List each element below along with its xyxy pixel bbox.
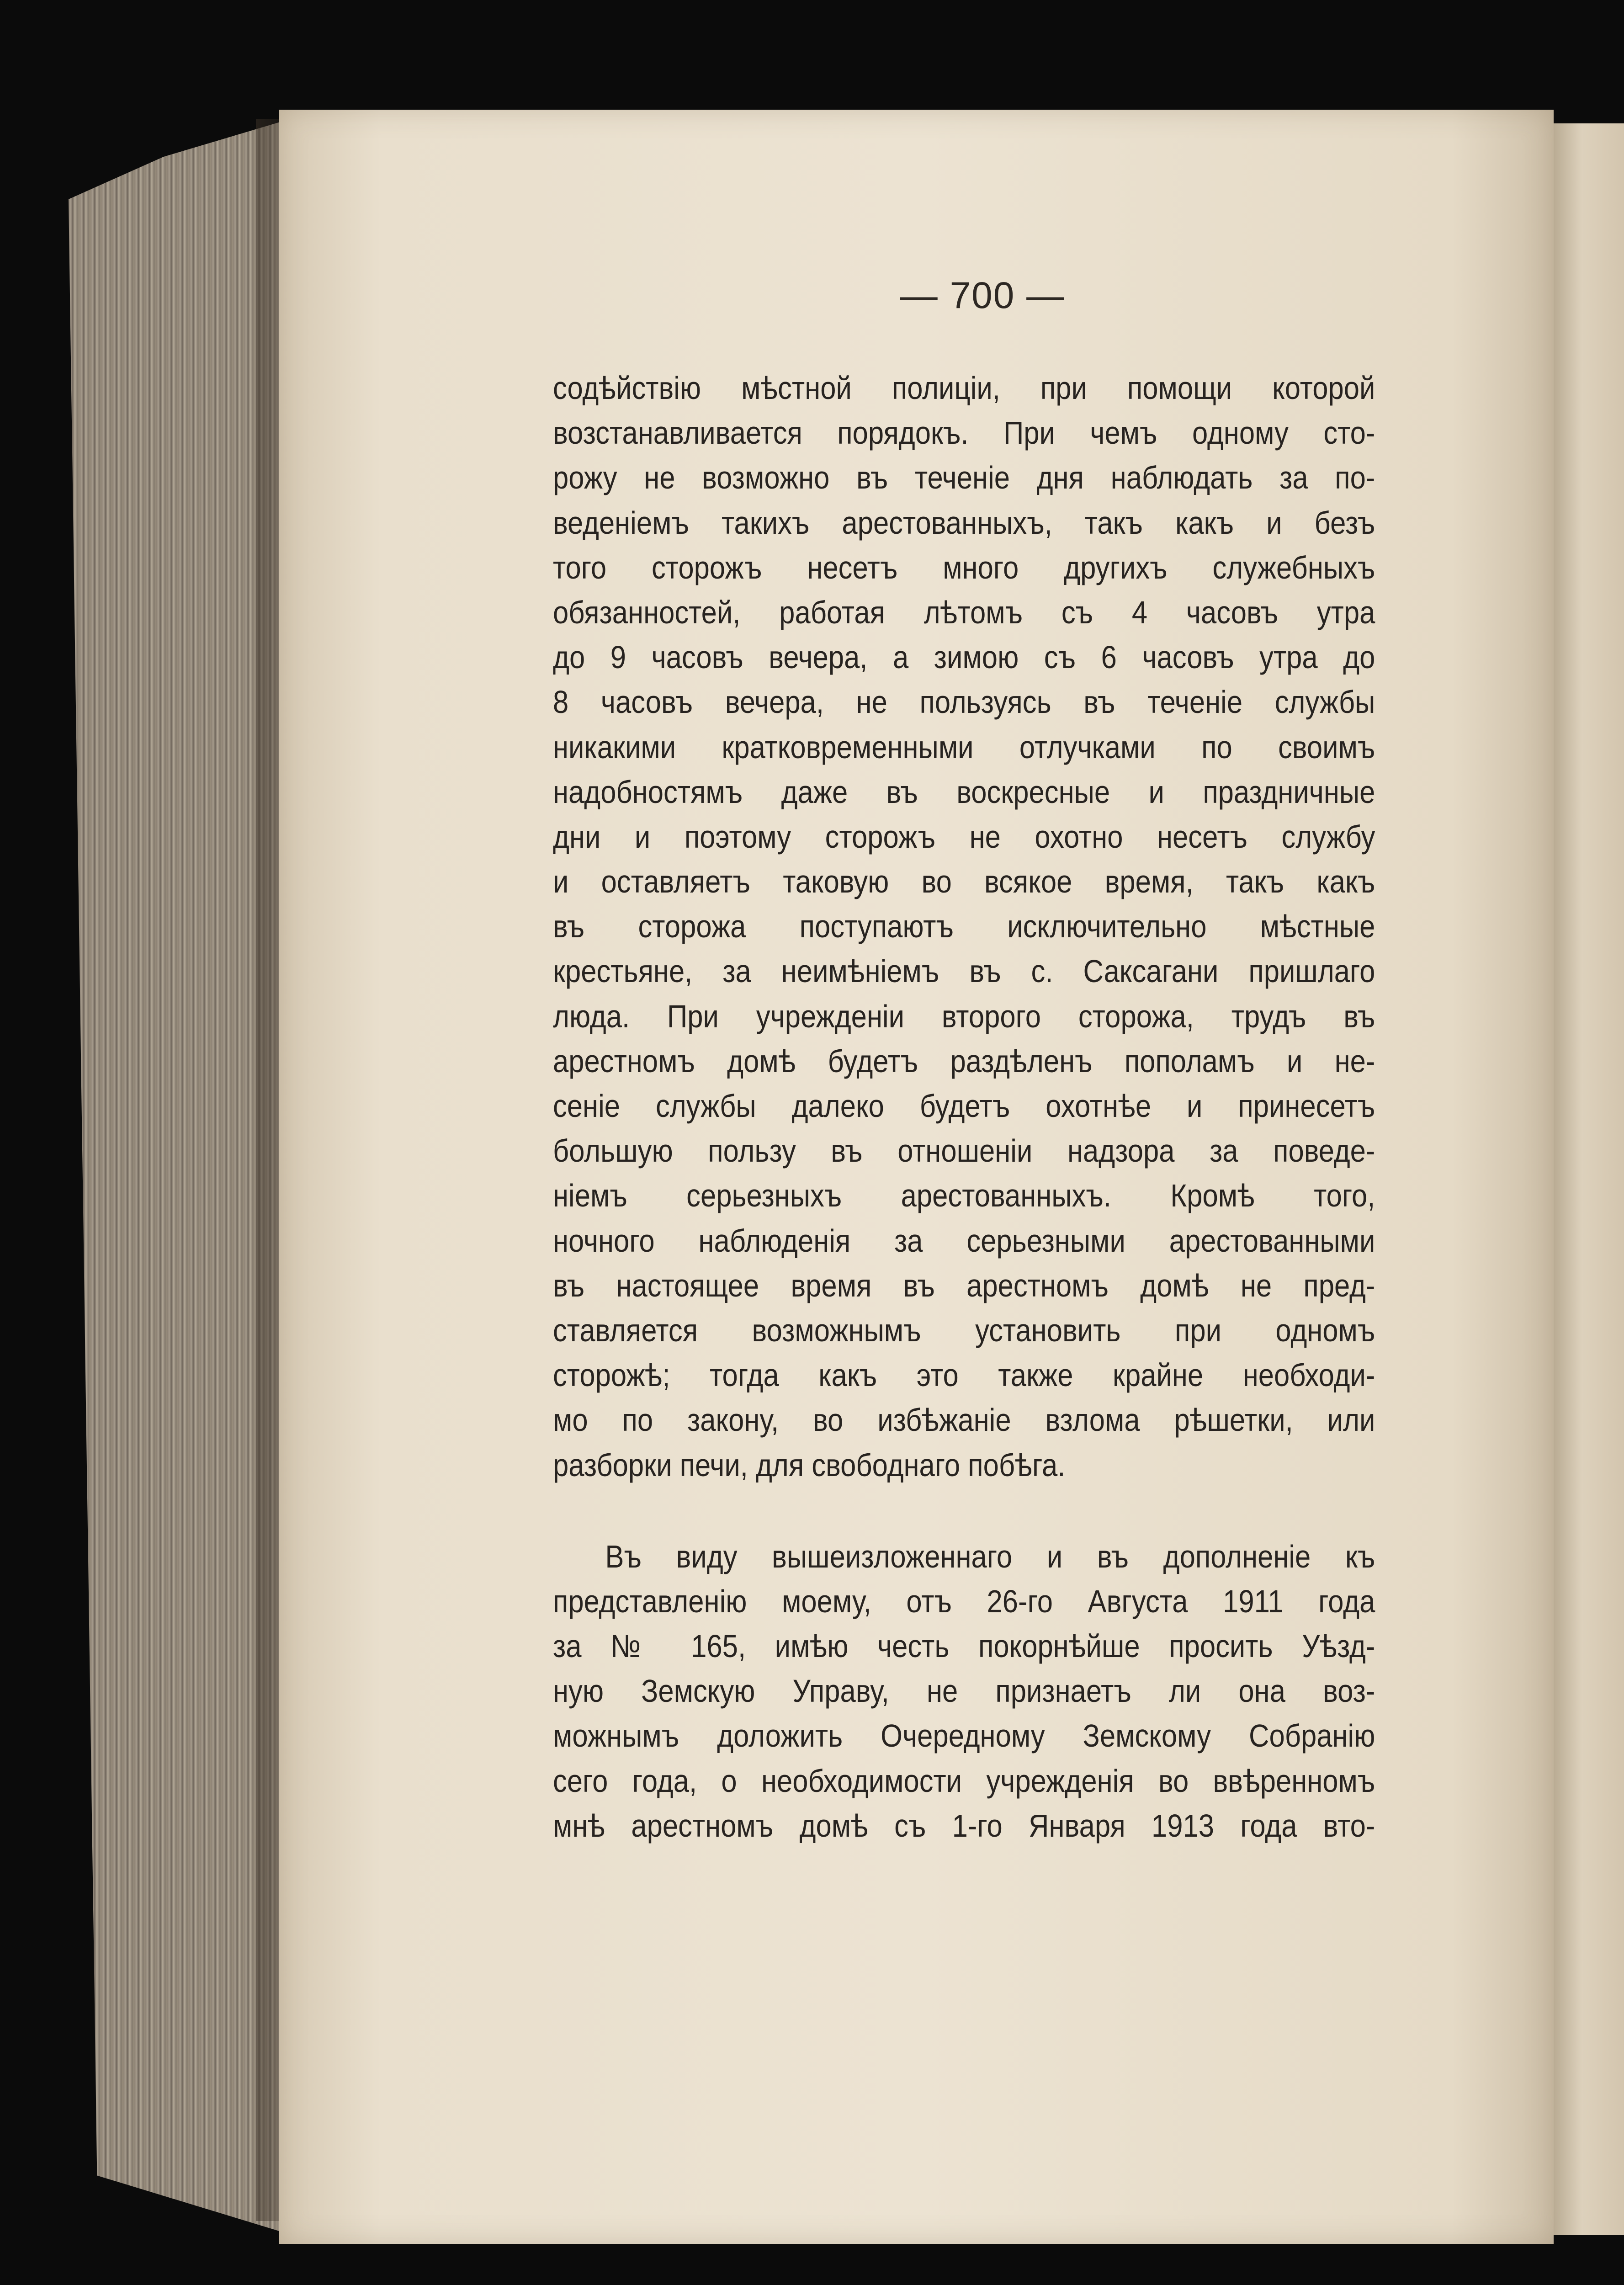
text-line: рожу не возможно въ теченіе дня наблюдать за по- [553, 460, 1375, 496]
text-line: обязанностей, работая лѣтомъ съ 4 часовъ утра [553, 594, 1375, 630]
text-line: мнѣ арестномъ домѣ съ 1-го Января 1913 года вто- [553, 1807, 1375, 1844]
text-line: того сторожъ несетъ много другихъ служебныхъ [553, 549, 1375, 585]
text-line: ночного наблюденія за серьезными арестованными [553, 1222, 1375, 1259]
text-line: ставляется возможнымъ установить при одномъ [553, 1312, 1375, 1348]
text-line: содѣйствію мѣстной полиціи, при помощи которой [553, 370, 1375, 406]
text-line: крестьяне, за неимѣніемъ въ с. Саксагани пришлаго [553, 953, 1375, 989]
text-line: сторожѣ; тогда какъ это также крайне необходи- [553, 1357, 1375, 1393]
text-line: и оставляетъ таковую во всякое время, такъ какъ [553, 864, 1375, 900]
text-line: представленію моему, отъ 26-го Августа 1911 года [553, 1583, 1375, 1619]
text-line: возстанавливается порядокъ. При чемъ одному сто- [553, 415, 1375, 451]
paragraph-gap [553, 1488, 1375, 1534]
text-line: сеніе службы далеко будетъ охотнѣе и принесетъ [553, 1088, 1375, 1124]
page-text [553, 366, 1375, 1848]
text-line: мо по закону, во избѣжаніе взлома рѣшетки, или [553, 1402, 1375, 1438]
text-line: за № 165, имѣю честь покорнѣйше просить Уѣзд- [553, 1628, 1375, 1664]
text-line: ную Земскую Управу, не признаетъ ли она воз- [553, 1673, 1375, 1709]
text-line: ніемъ серьезныхъ арестованныхъ. Кромѣ того, [553, 1178, 1375, 1214]
facing-page-edge [1554, 123, 1624, 2235]
text-line: Въ виду вышеизложеннаго и въ дополненіе къ [605, 1538, 1375, 1574]
text-line: сего года, о необходимости учрежденія во ввѣренномъ [553, 1763, 1375, 1799]
page-number: — 700 — [900, 275, 1065, 316]
text-line: въ сторожа поступаютъ исключительно мѣстные [553, 909, 1375, 945]
text-line: веденіемъ такихъ арестованныхъ, такъ какъ и безъ [553, 505, 1375, 541]
text-line: дни и поэтому сторожъ не охотно несетъ службу [553, 818, 1375, 855]
paragraph-1 [553, 366, 1375, 1488]
text-line: большую пользу въ отношеніи надзора за поведе- [553, 1133, 1375, 1169]
text-line: арестномъ домѣ будетъ раздѣленъ пополамъ и не- [553, 1043, 1375, 1079]
text-line: разборки печи, для свободнаго побѣга. [553, 1447, 1066, 1483]
text-line: никакими кратковременными отлучками по своимъ [553, 729, 1375, 765]
text-line: 8 часовъ вечера, не пользуясь въ теченіе службы [553, 684, 1375, 720]
text-line: можнымъ доложить Очередному Земскому Собранію [553, 1718, 1375, 1754]
paragraph-2 [553, 1534, 1375, 1848]
text-line: до 9 часовъ вечера, а зимою съ 6 часовъ утра до [553, 639, 1375, 675]
text-line: люда. При учрежденіи второго сторожа, трудъ въ [553, 998, 1375, 1034]
text-line: надобностямъ даже въ воскресные и праздничные [553, 774, 1375, 810]
text-line: въ настоящее время въ арестномъ домѣ не пред- [553, 1267, 1375, 1303]
